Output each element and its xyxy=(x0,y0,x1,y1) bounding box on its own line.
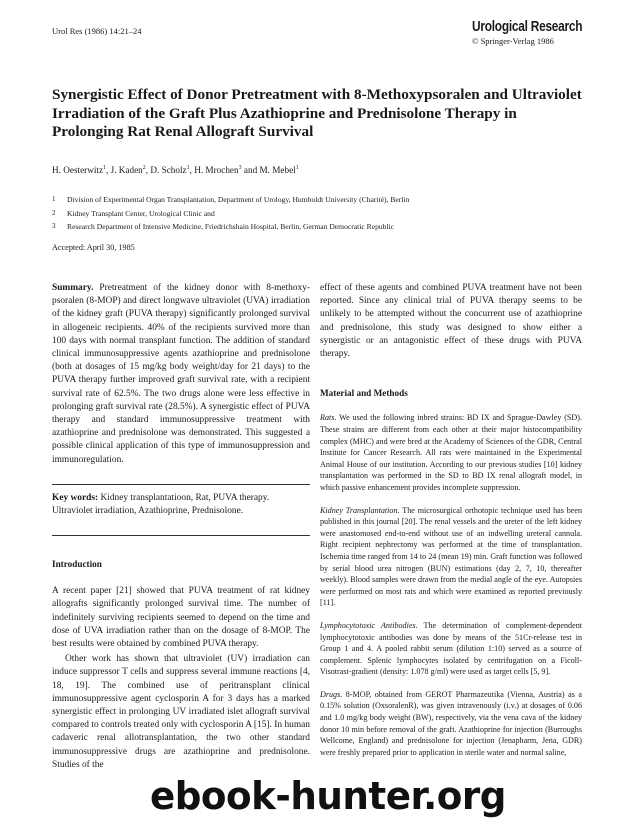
author: J. Kaden xyxy=(110,165,143,176)
left-column xyxy=(52,282,310,467)
la-label: Lymphocytotoxic Antibodies. xyxy=(320,620,418,630)
affiliation-text: Division of Experimental Organ Transplantation, Department of Urology, Humboldt University (Charité), Berlin xyxy=(67,195,410,204)
author-list: H. Oesterwitz$^1$, J. Kaden$^2$, D. Scholz$^1$, H. Mrochen$^3$ and M. Mebel$^1$ xyxy=(52,165,299,176)
divider-rule xyxy=(52,484,310,485)
divider-rule xyxy=(52,535,310,536)
keywords-block xyxy=(52,492,310,518)
affiliation-number: 1 xyxy=(52,195,56,203)
author-affil-mark: 1 xyxy=(295,165,299,171)
keywords-text: Kidney transplantatioon, Rat, PUVA therapy. Ultraviolet irradiation, Azathioprine, Prednisolone. xyxy=(52,493,270,517)
drugs-label: Drugs. xyxy=(320,689,343,699)
journal-masthead xyxy=(472,19,607,46)
keywords-label: Key words: xyxy=(52,493,99,503)
rats-paragraph xyxy=(320,412,582,493)
author: H. Oesterwitz xyxy=(52,165,104,176)
methods-heading: Material and Methods xyxy=(320,388,408,399)
watermark: ebook-hunter.org xyxy=(150,774,506,818)
right-column xyxy=(320,282,582,758)
author: M. Mebel xyxy=(259,165,296,176)
kidney-transplantation-paragraph xyxy=(320,505,582,609)
antibodies-paragraph xyxy=(320,620,582,678)
author: D. Scholz xyxy=(150,165,187,176)
intro-paragraph-2: Other work has shown that ultraviolet (UV) irradiation can induce suppressor T cells and suppress several immune reactions [4, 18, 19]. The combined use of peritransplant clinical immunosuppressive agent cyclosporin A for 3 days has a marked synergistic effect in prolonging UV irradiated islet allograft survival compared to controls treated only with cyclosporin A [15]. In human cadaveric renal allotransplantation, the two other standard immunosuppressive drugs are azathioprine and prednisolone. Studies of the xyxy=(52,654,310,770)
rats-label: Rats. xyxy=(320,413,337,423)
article-title: Synergistic Effect of Donor Pretreatment with 8-Methoxypsoralen and Ultraviolet Irradiation of the Graft Plus Azathioprine and Prednisolone Therapy in Prolonging Rat Renal Allograft Survival xyxy=(52,86,582,140)
affiliation-list xyxy=(52,193,592,234)
drugs-paragraph xyxy=(320,689,582,759)
intro-paragraph-3: effect of these agents and combined PUVA treatment have not been reported. Since any clinical trial of PUVA therapy seems to be unlikely to be attempted without the concurrent use of azathioprine and prednisolone, this study was designed to show either a synergistic or an antagonistic effect of these drugs with PUVA therapy. xyxy=(320,283,582,360)
author-affil-mark: 3 xyxy=(238,165,242,171)
intro-paragraph-1: A recent paper [21] showed that PUVA treatment of rat kidney allografts significantly prolonged survival time. The number of indefinitely surviving recipients seemed to depend on the time and dose of UVA irradiation rather than on the dosage of 8-MOP. The best results were obtained by combined PUVA therapy. xyxy=(52,586,310,650)
introduction-heading: Introduction xyxy=(52,559,102,569)
summary-label: Summary. xyxy=(52,283,94,293)
rats-text: We used the following inbred strains: BD IX and Sprague-Dawley (SD). These strains are different from each other at their major histocompatibility complex (MHC) and were bred at the Academy of Sciences of the GDR, Central Institute for Cancer Research. All rats were maintained in the Experimental Animal House of our institution. According to our previous studies [10] kidney transplantation was performed in the SD to BD IX renal allograft model, in which passive enhancement provides incomplete suppression. xyxy=(320,413,582,492)
author-affil-mark: 1 xyxy=(186,165,190,171)
journal-name: Urological Research xyxy=(472,19,583,35)
affiliation-text: Kidney Transplant Center, Urological Clinic and xyxy=(67,208,215,218)
affiliation xyxy=(52,193,592,207)
introduction-section xyxy=(52,558,310,772)
summary-paragraph xyxy=(52,282,310,467)
author-affil-mark: 2 xyxy=(142,165,146,171)
author-affil-mark: 1 xyxy=(103,165,107,171)
affiliation xyxy=(52,207,592,221)
affiliation-text: Research Department of Intensive Medicine, Friedrichshain Hospital, Berlin, German Democratic Republic xyxy=(67,222,395,231)
accepted-date: Accepted: April 30, 1985 xyxy=(52,243,135,252)
affiliation xyxy=(52,220,592,234)
kt-text: The microsurgical orthotopic technique used has been published in this journal [20]. The renal vessels and the ureter of the left kidney were anastomosed end-to-end without use of an indwelling ureteral cannula. Right recipient nephrectomy was performed at the time of transplantation. Ischemia time ranged from 14 to 24 (mean 19) min. Graft function was followed by serial blood urea nitrogen (BUN) estimations (day 2, 7, 10, thereafter weekly). Blood samples were drawn from the medial angle of the eye. Autopsies were performed on most rats and which were examined as reported previously [11]. xyxy=(320,505,582,608)
summary-text: Pretreatment of the kidney donor with 8-methoxy-psoralen (8-MOP) and direct longwave ultraviolet (UVA) irradiation of the kidney graft (PUVA therapy) significantly prolonged survival in allogeneic recipients. 40% of the recipients survived more than 100 days with normal transplant function. The addition of standard clinical immunosuppressive agents azathioprine and prednisolone (both at dosages of 15 mg/kg body weight/day for 21 days) to the PUVA therapy further improved graft survival rate, with a recipient survival rate of 62.5%. The two drugs alone were less effective in prolonging graft survival rate (28.5%). A synergistic effect of PUVA therapy and standard immunosuppressive treatment with azathioprine and prednisolone was demonstrated. This suggested a possible clinical application of this type of immunosuppression and immunoregulation. xyxy=(52,283,311,465)
author: H. Mrochen xyxy=(194,165,239,176)
drugs-text: 8-MOP, obtained from GEROT Pharmazeutika (Vienna, Austria) as a 0.15% solution (OxsoralenR), was given intravenously (i.v.) at dosages of 0.06 and 1.0 mg/kg body weight (BW), respectively, via the vena cava of the kidney donor 10 min before removal of the graft. Azathioprine for injection (Burroughs Wellcome, England) and prednisolone for injection (Jenapharm, Jena, GDR) were freshly prepared prior to application in sterile water and normal saline, xyxy=(320,689,582,757)
affiliation-number: 2 xyxy=(52,208,56,217)
la-text: The determination of complement-dependent lymphocytotoxic antibodies was done by means of the 51Cr-release test in Group 1 and 4. A pooled rabbit serum (dilution 1:10) served as a source of complement. Splenic lymphocytes isolated by centrifugation on a Ficoll-Visotrast-gradient (density: 1.078 g/ml) were used as target cells [5, 9]. xyxy=(320,620,582,677)
kt-label: Kidney Transplantation. xyxy=(320,505,400,515)
affiliation-number: 3 xyxy=(52,222,56,230)
journal-citation: Urol Res (1986) 14:21–24 xyxy=(52,26,142,36)
publisher-line: © Springer-Verlag 1986 xyxy=(472,36,554,46)
